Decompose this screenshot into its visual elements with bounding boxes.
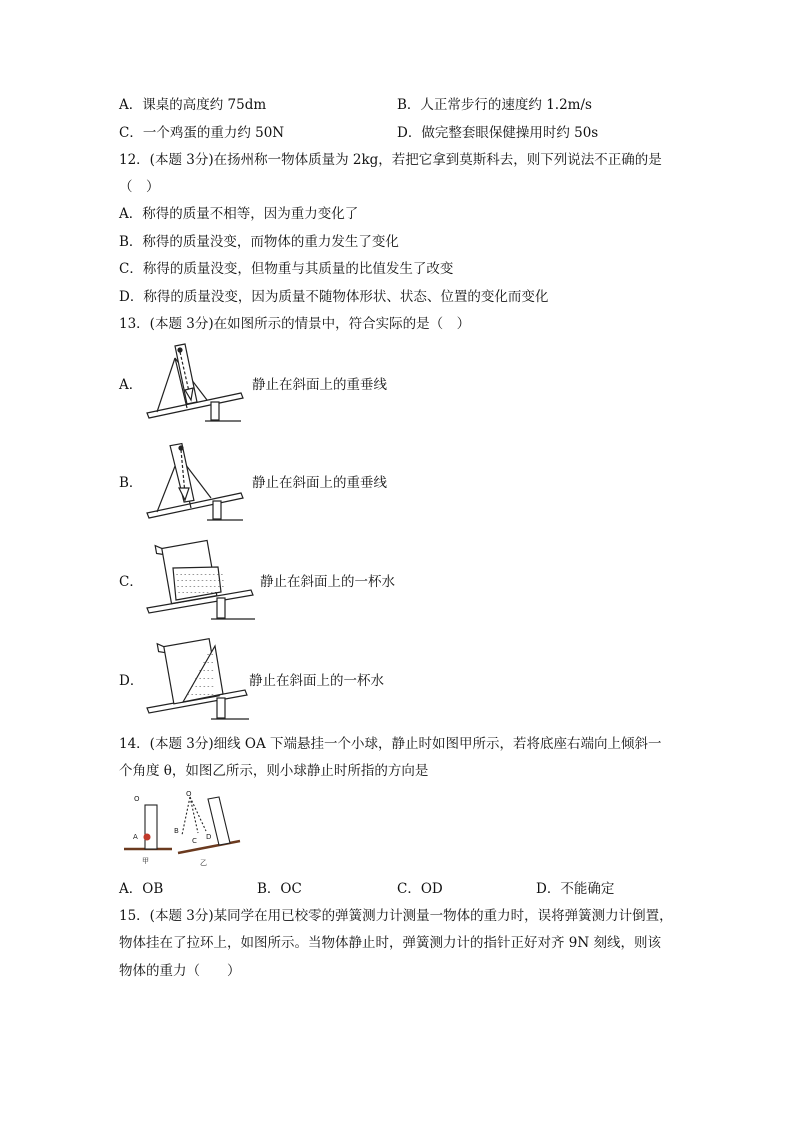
svg-text:- - - - - - - - - - - -: - - - - - - - - - - - - bbox=[176, 571, 223, 578]
svg-text:- -: - - bbox=[207, 651, 214, 658]
svg-text:- - - - - - - - - - - -: - - - - - - - - - - - - bbox=[177, 583, 224, 590]
q13-option-a-letter: A． bbox=[119, 377, 143, 393]
svg-text:- - - - - - - - - -: - - - - - - - - - - bbox=[178, 589, 217, 596]
q15-stem-line2: 物体挂在了拉环上，如图所示。当物体静止时，弹簧测力计的指针正好对齐 9N 刻线，则该 bbox=[119, 935, 661, 951]
q12-option-d: D．称得的质量没变，因为质量不随物体形状、状态、位置的变化而变化 bbox=[119, 289, 549, 305]
q13-b-plumb-line-figure bbox=[145, 438, 245, 523]
q12-option-b: B．称得的质量没变，而物体的重力发生了变化 bbox=[119, 234, 399, 250]
svg-text:- - - - -: - - - - - bbox=[195, 675, 214, 682]
q14-label-o2: O bbox=[186, 790, 192, 798]
q14-stem-line1: 14．(本题 3分)细线 OA 下端悬挂一个小球，静止时如图甲所示，若将底座右端向上倾斜一 bbox=[119, 736, 662, 752]
q13-option-b-caption: 静止在斜面上的重垂线 bbox=[252, 475, 387, 491]
q14-figure bbox=[120, 787, 245, 869]
q14-label-c: C bbox=[192, 837, 197, 845]
q11-option-b: B．人正常步行的速度约 1.2m/s bbox=[397, 97, 592, 113]
q13-a-plumb-line-figure bbox=[145, 340, 245, 425]
q14-option-c: C．OD bbox=[397, 881, 443, 897]
q12-stem-bracket: （ ） bbox=[119, 179, 160, 195]
q14-label-o1: O bbox=[134, 795, 140, 803]
q14-label-yi: 乙 bbox=[200, 859, 207, 867]
q11-option-c: C．一个鸡蛋的重力约 50N bbox=[119, 125, 285, 141]
svg-text:- - -: - - - bbox=[203, 659, 214, 666]
q15-stem-line1: 15．(本题 3分)某同学在用已校零的弹簧测力计测量一物体的重力时，误将弹簧测力计倒置， bbox=[119, 908, 673, 924]
q13-c-water-cup-figure bbox=[145, 536, 257, 622]
q14-option-a: A．OB bbox=[119, 881, 164, 897]
q14-label-jia: 甲 bbox=[142, 857, 149, 865]
q14-option-d: D．不能确定 bbox=[536, 881, 615, 897]
q13-d-water-cup-figure bbox=[145, 634, 249, 720]
q13-option-b-letter: B． bbox=[119, 475, 143, 491]
q12-option-a: A．称得的质量不相等，因为重力变化了 bbox=[119, 206, 359, 222]
q13-stem: 13．(本题 3分)在如图所示的情景中，符合实际的是（ ） bbox=[119, 316, 471, 332]
q14-stem-line2: 个角度 θ，如图乙所示，则小球静止时所指的方向是 bbox=[119, 763, 429, 779]
q13-option-d-caption: 静止在斜面上的一杯水 bbox=[249, 673, 384, 689]
q13-option-c-letter: C． bbox=[119, 574, 143, 590]
q15-stem-line3: 物体的重力（ ） bbox=[119, 963, 241, 979]
q14-label-d: D bbox=[206, 833, 212, 841]
svg-text:- - - - - - -: - - - - - - - bbox=[187, 691, 214, 698]
svg-text:- - - -: - - - - bbox=[199, 667, 214, 674]
q12-stem: 12．(本题 3分)在扬州称一物体质量为 2kg，若把它拿到莫斯科去，则下列说法不正确的是 bbox=[119, 152, 662, 168]
q12-option-c: C．称得的质量没变，但物重与其质量的比值发生了改变 bbox=[119, 261, 454, 277]
q14-option-b: B．OC bbox=[257, 881, 302, 897]
svg-text:- - - - - -: - - - - - - bbox=[191, 683, 214, 690]
q13-option-a-caption: 静止在斜面上的重垂线 bbox=[252, 377, 387, 393]
q13-option-c-caption: 静止在斜面上的一杯水 bbox=[260, 574, 395, 590]
q14-label-a: A bbox=[133, 833, 138, 841]
q11-option-a: A．课桌的高度约 75dm bbox=[119, 97, 267, 113]
q13-option-d-letter: D． bbox=[119, 673, 144, 689]
q11-option-d: D．做完整套眼保健操用时约 50s bbox=[397, 125, 599, 141]
svg-text:- - - - - - - - - - - -: - - - - - - - - - - - - bbox=[177, 577, 224, 584]
q14-label-b: B bbox=[174, 827, 179, 835]
